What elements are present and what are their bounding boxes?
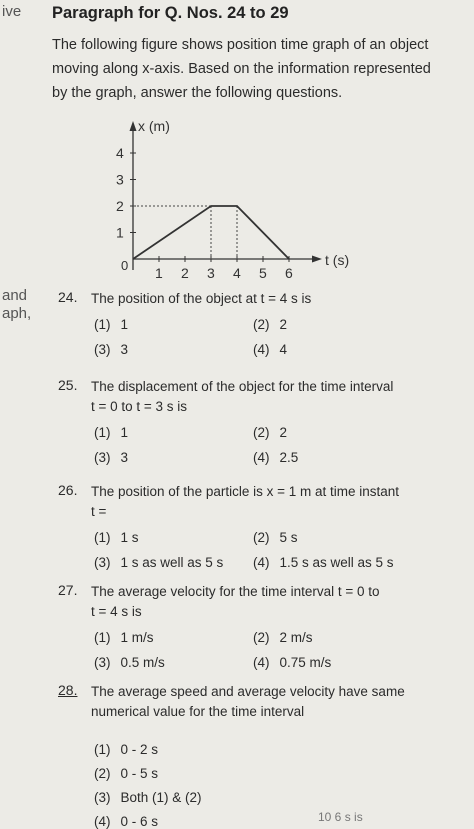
question-text-line: The average velocity for the time interval t = 0 to	[91, 584, 380, 599]
option-number: (2)	[253, 530, 270, 545]
position-time-graph	[0, 0, 474, 300]
option-item	[94, 766, 158, 781]
option-item	[94, 342, 128, 357]
question-text-line: The average speed and average velocity have same	[91, 684, 405, 699]
option-text: 1.5 s as well as 5 s	[279, 555, 394, 570]
question-number: 26.	[58, 482, 78, 498]
option-number: (4)	[253, 342, 270, 357]
option-item	[253, 450, 298, 465]
option-number: (4)	[253, 450, 270, 465]
option-text: 2	[279, 317, 288, 332]
question-number: 25.	[58, 377, 78, 393]
option-number: (3)	[94, 655, 111, 670]
y-tick-label: 3	[116, 171, 124, 188]
y-tick-label: 4	[116, 145, 124, 161]
option-number: (2)	[253, 317, 270, 332]
question-text-line: The position of the particle is x = 1 m at time instant	[91, 484, 400, 499]
option-item	[94, 555, 223, 570]
option-item	[94, 530, 139, 545]
option-item	[94, 450, 128, 465]
option-number: (3)	[94, 450, 111, 465]
option-number: (2)	[94, 766, 111, 781]
option-text: Both (1) & (2)	[120, 790, 202, 805]
option-text: 1 s as well as 5 s	[120, 555, 224, 570]
option-item	[253, 317, 287, 332]
option-item	[94, 630, 154, 645]
option-number: (1)	[94, 425, 111, 440]
option-item	[253, 425, 287, 440]
margin-fragment-and: and	[2, 287, 28, 304]
option-item	[94, 655, 165, 670]
x-tick-label: 4	[233, 265, 241, 281]
option-text: 3	[120, 450, 129, 465]
question-text-line: numerical value for the time interval	[91, 704, 305, 719]
x-axis-label: t (s)	[325, 252, 350, 268]
option-number: (4)	[253, 555, 270, 570]
option-item	[253, 342, 287, 357]
option-text: 1	[120, 425, 129, 440]
y-tick-label: 1	[116, 224, 124, 241]
option-item	[253, 655, 331, 670]
option-text: 0 - 2 s	[120, 742, 159, 757]
option-item	[253, 530, 298, 545]
option-item	[253, 555, 394, 570]
option-text: 2 m/s	[279, 630, 313, 645]
paragraph-title: Paragraph for Q. Nos. 24 to 29	[52, 4, 289, 22]
option-text: 4	[279, 342, 288, 357]
option-text: 2	[279, 425, 288, 440]
margin-fragment-top: ive	[2, 3, 22, 20]
option-number: (2)	[253, 630, 270, 645]
option-text: 0 - 6 s	[120, 814, 159, 829]
option-number: (3)	[94, 790, 111, 805]
x-tick-label: 6	[285, 265, 293, 281]
axis-ticks	[116, 145, 293, 281]
x-axis-arrow-icon	[312, 256, 322, 263]
option-item	[94, 425, 128, 440]
question-number: 28.	[58, 682, 78, 698]
graph-axes	[130, 121, 323, 270]
option-number: (1)	[94, 630, 111, 645]
option-text: 1	[120, 317, 129, 332]
option-item	[94, 790, 202, 805]
option-item	[94, 814, 158, 829]
option-number: (1)	[94, 742, 111, 757]
intro-paragraph: The following figure shows position time graph of an object moving along x-axis. Based on the information represented by the graph, answer the following questions.	[52, 37, 431, 101]
option-text: 1 m/s	[120, 630, 154, 645]
x-tick-label: 5	[259, 265, 267, 281]
option-item	[253, 630, 313, 645]
option-number: (1)	[94, 530, 111, 545]
question-number: 27.	[58, 582, 78, 598]
option-text: 5 s	[279, 530, 298, 545]
option-text: 0.75 m/s	[279, 655, 332, 670]
x-tick-label: 2	[181, 265, 189, 281]
y-axis-arrow-icon	[130, 121, 137, 131]
x-tick-label: 1	[155, 265, 163, 281]
option-number: (4)	[253, 655, 270, 670]
margin-fragment-aph: aph,	[2, 305, 32, 322]
option-number: (1)	[94, 317, 111, 332]
option-text: 0 - 5 s	[120, 766, 159, 781]
question-text-line: t = 0 to t = 3 s is	[91, 399, 188, 414]
margin-fragment-bottom: 10 6 s is	[318, 810, 363, 824]
option-number: (3)	[94, 555, 111, 570]
option-text: 0.5 m/s	[120, 655, 165, 670]
question-text-line: t = 4 s is	[91, 604, 142, 619]
y-tick-label: 2	[116, 198, 124, 214]
option-item	[94, 317, 128, 332]
question-text-line: The position of the object at t = 4 s is	[91, 291, 312, 306]
option-number: (4)	[94, 814, 111, 829]
question-number: 24.	[58, 289, 78, 305]
question-text-line: t =	[91, 504, 107, 519]
option-number: (2)	[253, 425, 270, 440]
option-text: 2.5	[279, 450, 299, 465]
option-number: (3)	[94, 342, 111, 357]
x-tick-label: 3	[207, 265, 215, 281]
origin-label: 0	[121, 258, 129, 273]
question-text-line: The displacement of the object for the time interval	[91, 379, 394, 394]
option-text: 3	[120, 342, 129, 357]
option-text: 1 s	[120, 530, 139, 545]
option-item	[94, 742, 158, 757]
y-axis-label: x (m)	[138, 118, 170, 134]
guide-lines	[133, 206, 237, 259]
